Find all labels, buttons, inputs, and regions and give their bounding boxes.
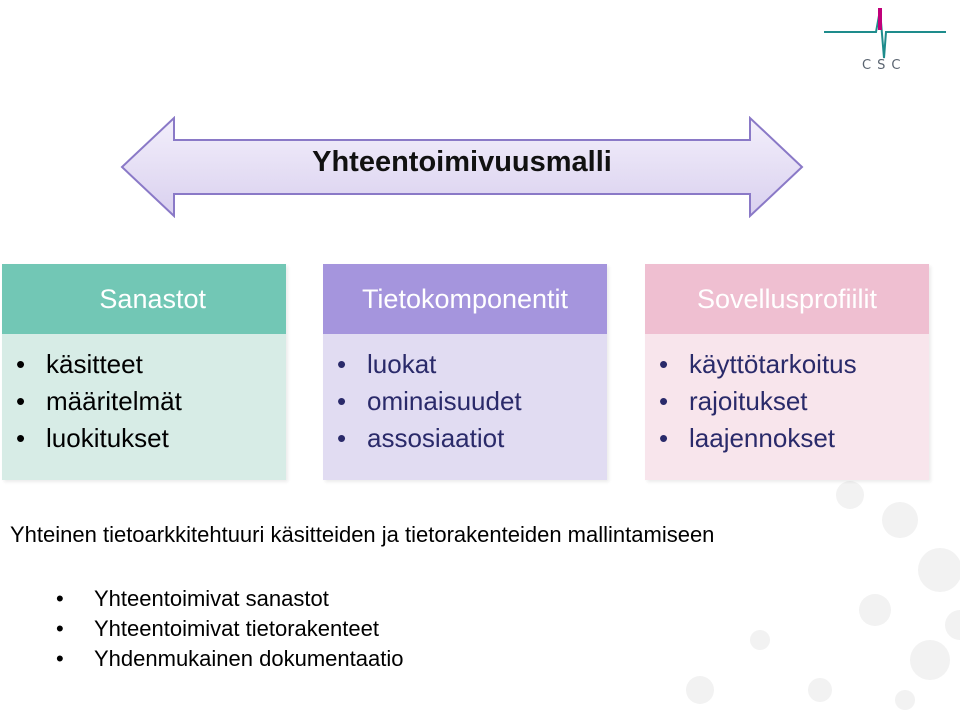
- page-title: Yhteentoimivuusmalli: [312, 146, 612, 178]
- bullet-icon: •: [16, 423, 26, 453]
- bullet-icon: •: [659, 349, 669, 379]
- panel-heading: Tietokomponentit: [323, 264, 607, 334]
- list-item: • rajoitukset: [659, 383, 929, 420]
- list-item: • Yhteentoimivat sanastot: [56, 584, 403, 614]
- bullet-icon: •: [659, 386, 669, 416]
- panel-heading: Sanastot: [2, 264, 286, 334]
- panel-heading: Sovellusprofiilit: [645, 264, 929, 334]
- logo-text: CSC: [862, 58, 907, 73]
- bullet-icon: •: [16, 386, 26, 416]
- summary-text: Yhteinen tietoarkkitehtuuri käsitteiden ja tietorakenteiden mallintamiseen: [10, 522, 715, 547]
- bullet-icon: •: [337, 349, 347, 379]
- sovellusprofiilit-panel: [645, 264, 929, 480]
- list-item: • ominaisuudet: [337, 383, 607, 420]
- list-item: • luokat: [337, 346, 607, 383]
- sanastot-panel: [2, 264, 286, 480]
- list-item: • määritelmät: [16, 383, 286, 420]
- bullet-icon: •: [56, 646, 64, 671]
- bullet-icon: •: [337, 423, 347, 453]
- tietokomponentit-panel: [323, 264, 607, 480]
- list-item: • laajennokset: [659, 420, 929, 457]
- bullet-icon: •: [56, 586, 64, 611]
- bullet-icon: •: [659, 423, 669, 453]
- list-item: • assosiaatiot: [337, 420, 607, 457]
- list-item: • käyttötarkoitus: [659, 346, 929, 383]
- bullet-icon: •: [56, 616, 64, 641]
- list-item: • käsitteet: [16, 346, 286, 383]
- bullet-icon: •: [337, 386, 347, 416]
- bullet-icon: •: [16, 349, 26, 379]
- list-item: • Yhteentoimivat tietorakenteet: [56, 614, 403, 644]
- list-item: • Yhdenmukainen dokumentaatio: [56, 644, 403, 674]
- list-item: • luokitukset: [16, 420, 286, 457]
- bottom-bullet-list: [56, 584, 403, 674]
